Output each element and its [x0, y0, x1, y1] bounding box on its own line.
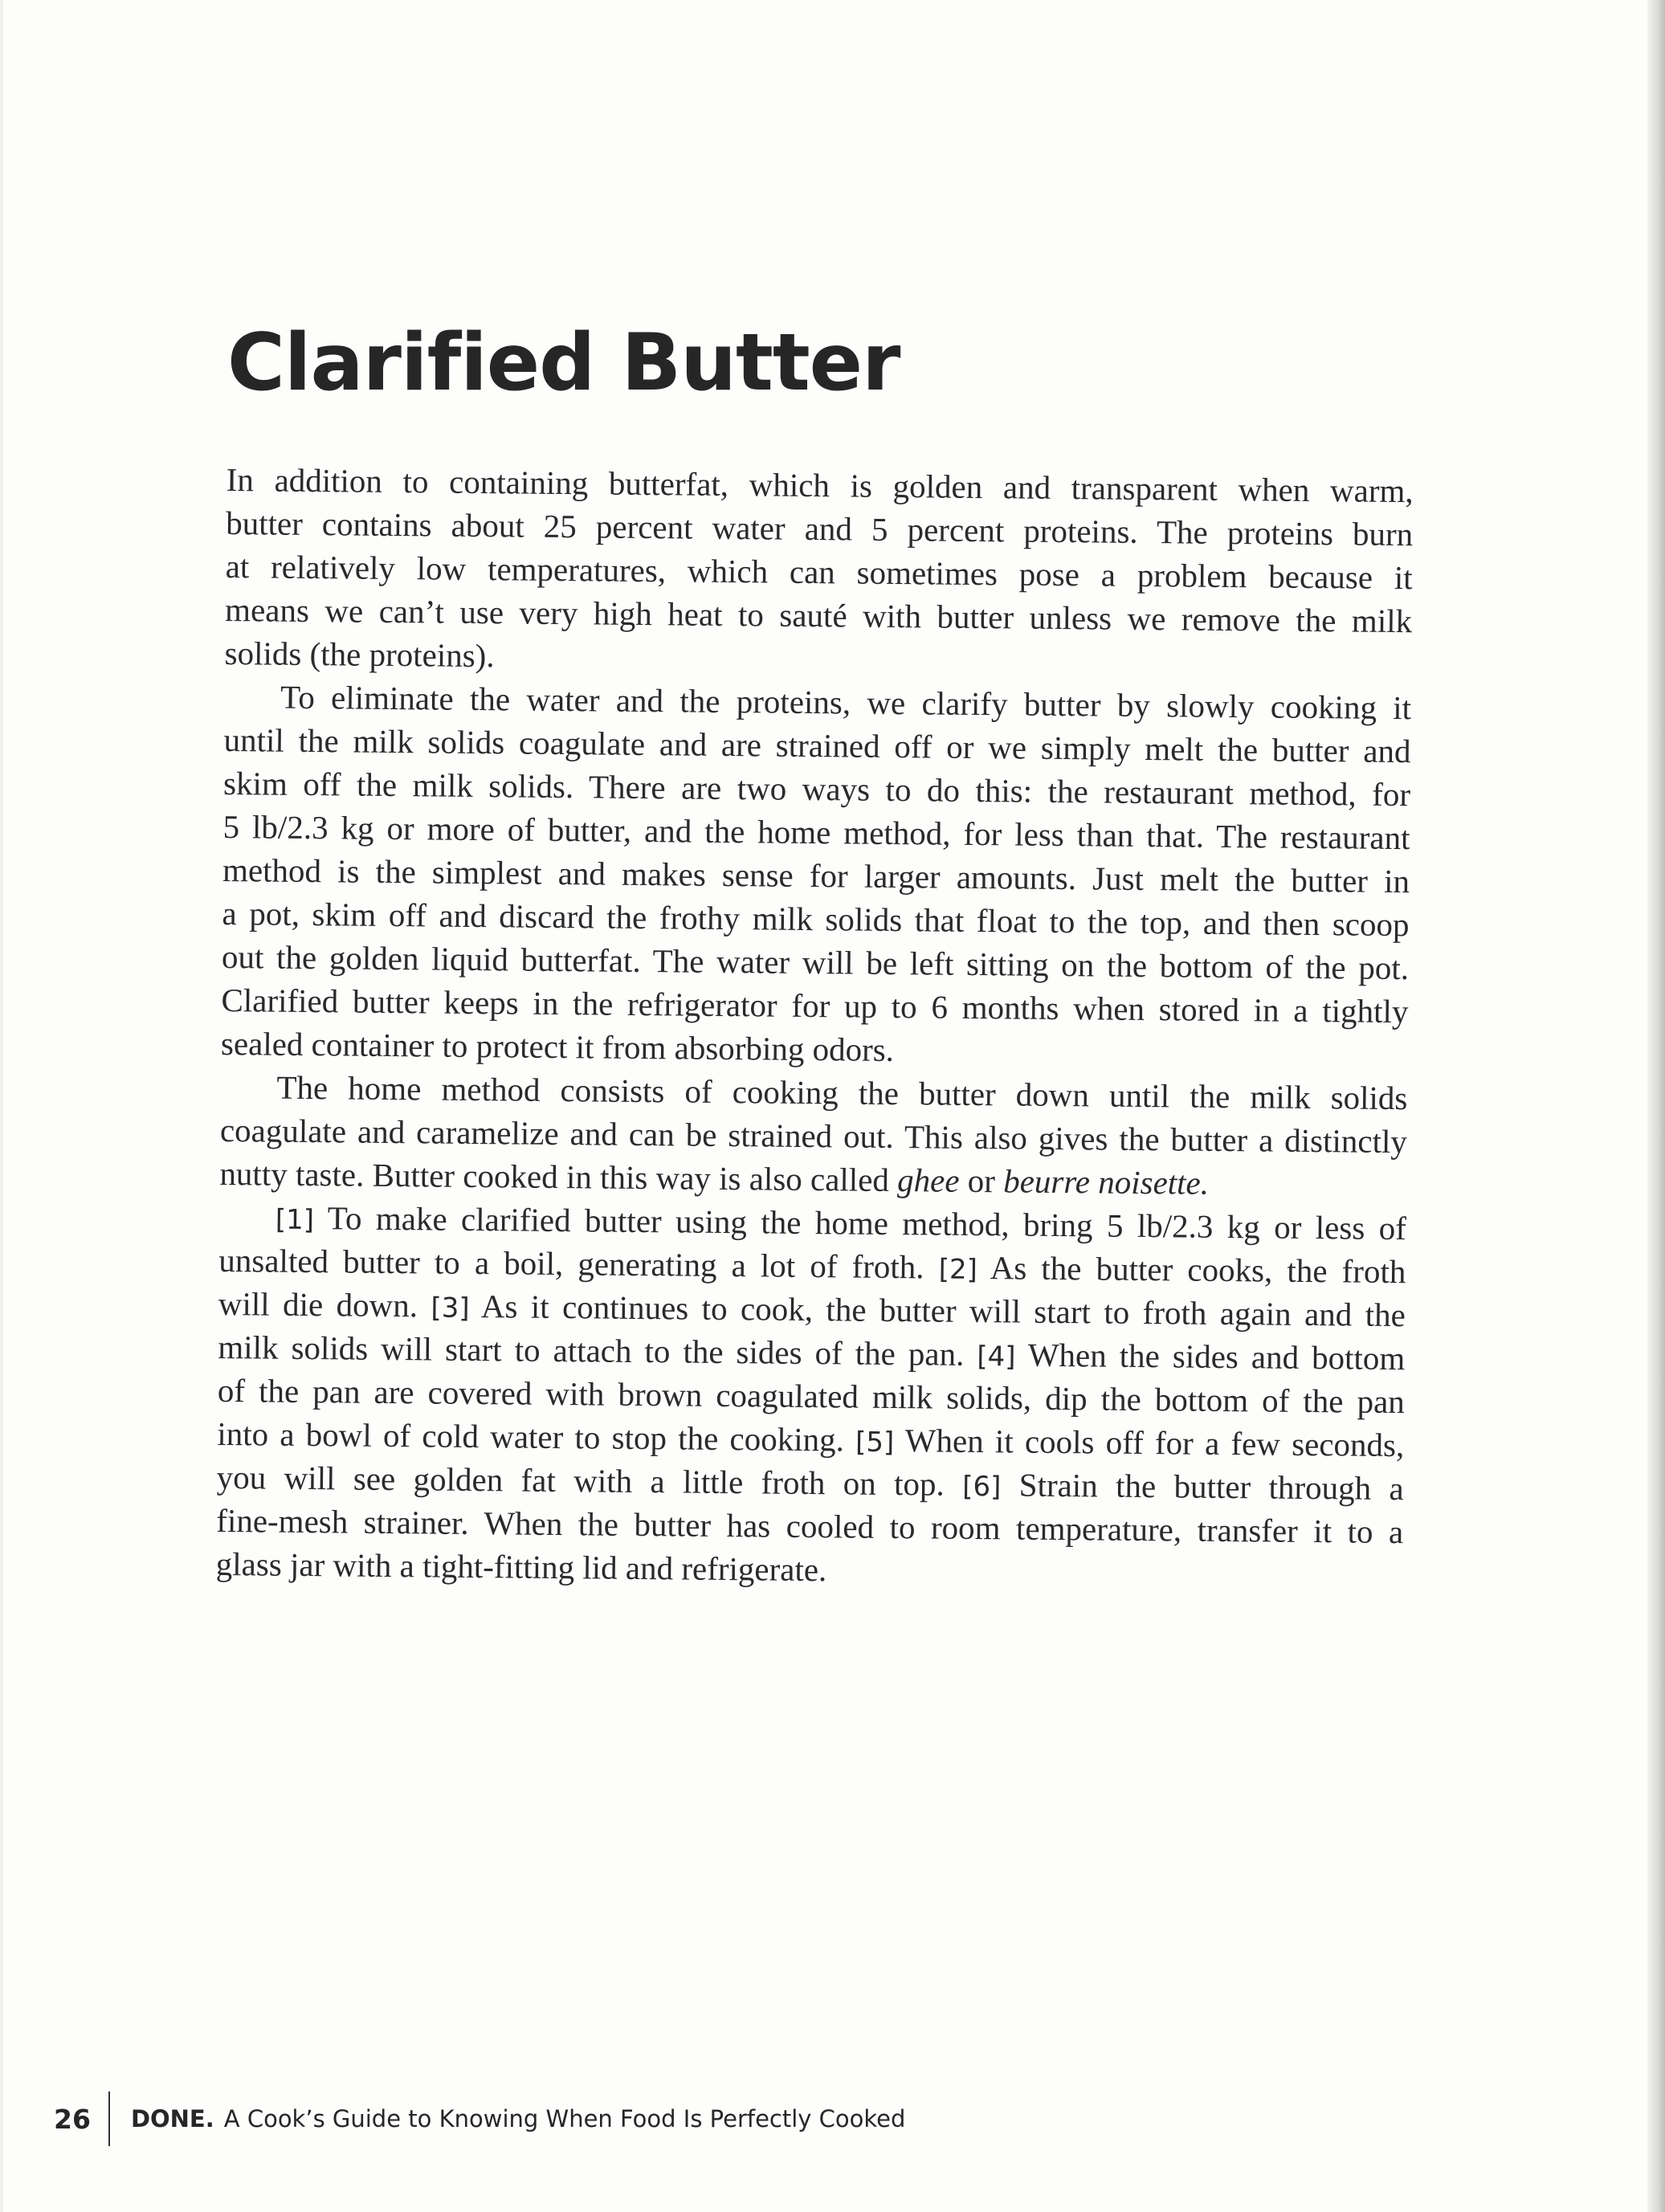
text-segment: In addition to containing butterfat, which is golden and transparent when warm,: [226, 460, 1414, 510]
page-left-edge: [0, 0, 3, 2212]
text-segment: To eliminate the water and the proteins, we clarify butter by slowly cooking it: [280, 678, 1412, 727]
step-marker: [4]: [977, 1341, 1016, 1373]
italic-term: ghee: [896, 1161, 960, 1199]
page-right-edge-shadow: [1647, 0, 1665, 2212]
text-segment: you will see golden fat with a little froth on top.: [216, 1458, 963, 1503]
book-subtitle: A Cook’s Guide to Knowing When Food Is Perfectly Cooked: [223, 2105, 906, 2132]
text-segment: coagulate and caramelize and can be strained out. This also gives the butter a distinctly: [219, 1111, 1408, 1161]
text-segment: Strain the butter through a: [1001, 1466, 1404, 1508]
text-segment: means we can’t use very high heat to sauté with butter unless we remove the milk: [224, 590, 1413, 640]
text-segment: or: [959, 1161, 1004, 1200]
italic-term: beurre noisette.: [1002, 1162, 1210, 1202]
text-segment: solids (the proteins).: [224, 634, 495, 675]
text-segment: As the butter cooks, the froth: [977, 1249, 1406, 1291]
text-segment: unsalted butter to a boil, generating a lot of froth.: [218, 1241, 939, 1286]
text-segment: When the sides and bottom: [1015, 1336, 1406, 1377]
footer-divider: [108, 2092, 110, 2146]
text-segment: method is the simplest and makes sense for larger amounts. Just melt the butter in: [222, 851, 1410, 900]
text-segment: skim off the milk solids. There are two ways to do this: the restaurant method, for: [222, 764, 1411, 814]
text-segment: fine-mesh strainer. When the butter has cooled to room temperature, transfer it to a: [216, 1501, 1404, 1551]
text-segment: To make clarified butter using the home method, bring 5 lb/2.3 kg or less of: [313, 1199, 1407, 1247]
text-segment: until the milk solids coagulate and are strained off or we simply melt the butter and: [223, 720, 1411, 770]
text-segment: 5 lb/2.3 kg or more of butter, and the home method, for less than that. The restaurant: [222, 807, 1410, 857]
page-title: Clarified Butter: [227, 317, 900, 409]
page-footer: [54, 2092, 905, 2146]
text-segment: out the golden liquid butterfat. The water will be left sitting on the bottom of the pot.: [221, 937, 1410, 987]
text-segment: sealed container to protect it from absorbing odors.: [220, 1024, 895, 1069]
step-marker: [3]: [431, 1292, 470, 1324]
text-segment: The home method consists of cooking the butter down until the milk solids: [276, 1068, 1408, 1117]
text-segment: will die down.: [218, 1284, 431, 1324]
text-segment: milk solids will start to attach to the sides of the pan.: [218, 1328, 977, 1373]
page-number: 26: [54, 2103, 91, 2135]
step-marker: [5]: [855, 1426, 895, 1459]
step-marker: [1]: [275, 1203, 315, 1237]
text-segment: glass jar with a tight-fitting lid and refrigerate.: [215, 1545, 827, 1589]
text-segment: into a bowl of cold water to stop the cooking.: [217, 1414, 856, 1459]
text-segment: a pot, skim off and discard the frothy milk solids that float to the top, and then scoop: [222, 894, 1410, 944]
step-marker: [6]: [961, 1470, 1002, 1504]
book-short-title: DONE.: [130, 2105, 214, 2132]
text-segment: of the pan are covered with brown coagulated milk solids, dip the bottom of the pan: [217, 1371, 1406, 1421]
body-text: [216, 458, 1414, 1597]
text-segment: Clarified butter keeps in the refrigerator for up to 6 months when stored in a tightly: [221, 981, 1409, 1030]
text-segment: When it cools off for a few seconds,: [894, 1422, 1405, 1464]
text-segment: As it continues to cook, the butter will start to froth again and the: [469, 1287, 1406, 1334]
text-segment: at relatively low temperatures, which can sometimes pose a problem because it: [225, 547, 1413, 597]
text-segment: butter contains about 25 percent water and 5 percent proteins. The proteins burn: [226, 504, 1414, 553]
step-marker: [2]: [938, 1253, 978, 1287]
text-segment: nutty taste. Butter cooked in this way is also called: [219, 1154, 898, 1199]
